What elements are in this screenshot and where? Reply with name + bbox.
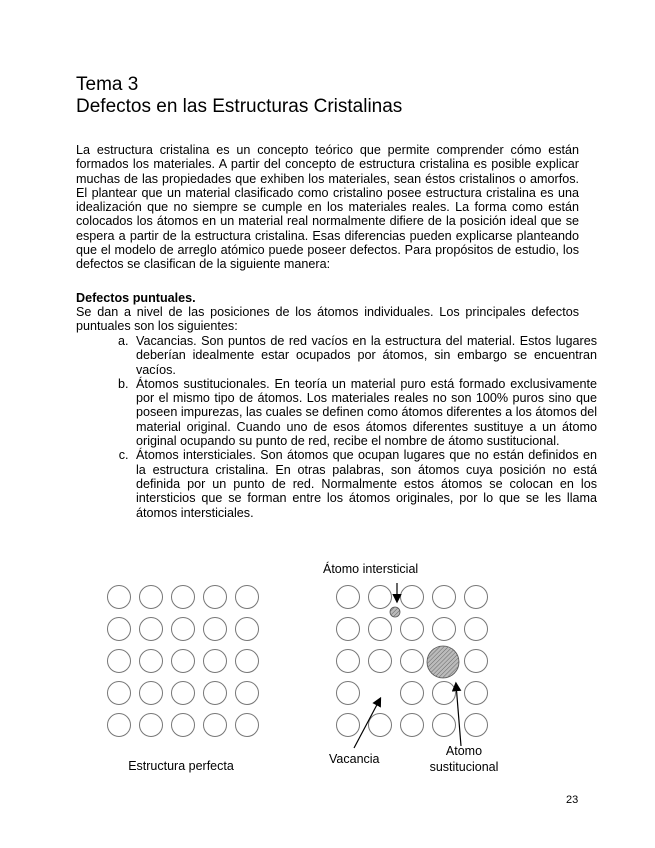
defect-lattice bbox=[337, 586, 488, 737]
vacancy-arrow bbox=[354, 699, 380, 748]
lattice-atom bbox=[465, 650, 488, 673]
list-item-intersticiales: c. Átomos intersticiales. Son átomos que ocupan lugares que no están definidos en la estructura cristalina. En otras palabras, son átomos cuya posición no está definida por un punto de red. Normalmente estos átomos se colocan en los intersticios que se forman entre los átomos originales, por lo que se les llama átomos intersticiales. bbox=[132, 448, 597, 519]
lattice-atom bbox=[337, 714, 360, 737]
lattice-atom bbox=[236, 618, 259, 641]
list-item-sustitucionales: b. Átomos sustitucionales. En teoría un material puro está formado exclusivamente por el mismo tipo de átomos. Los materiales reales no son 100% puros sino que poseen impurezas, las cuales se definen como átomos diferentes a los átomos del material original. Cuando uno de esos átomos diferentes sustituye a un átomo original ocupando su punto de red, recibe el nombre de átomo sustitucional. bbox=[132, 377, 597, 448]
lattice-atom bbox=[465, 714, 488, 737]
lattice-atom bbox=[465, 586, 488, 609]
interstitial-atom bbox=[390, 607, 400, 617]
lattice-atom bbox=[337, 650, 360, 673]
intro-paragraph: La estructura cristalina es un concepto teórico que permite comprender cómo están formados los materiales. A partir del concepto de estructura cristalina es posible explicar muchas de las propiedades que exhiben los materiales, sean éstos cristalinos o amorfos. El plantear que un material clasificado como cristalino posee estructura cristalina es una idealización que no siempre se cumple en los materiales reales. La forma como están colocados los átomos en un material real normalmente difiere de la posición ideal que se espera a partir de la estructura cristalina. Esas diferencias pueden explicarse planteando que el modelo de arreglo atómico puede poseer defectos. Para propósitos de estudio, los defectos se clasifican de la siguiente manera: bbox=[76, 143, 579, 272]
lattice-atom bbox=[172, 714, 195, 737]
lattice-atom bbox=[236, 586, 259, 609]
lattice-atom bbox=[236, 714, 259, 737]
lattice-atom bbox=[172, 586, 195, 609]
lattice-atom bbox=[140, 650, 163, 673]
section-intro: Se dan a nivel de las posiciones de los átomos individuales. Los principales defectos puntuales son los siguientes: bbox=[76, 305, 579, 334]
label-vacancy: Vacancia bbox=[329, 752, 380, 766]
section-heading: Defectos puntuales. bbox=[76, 291, 196, 305]
label-substitutional-2: sustitucional bbox=[429, 760, 499, 774]
lattice-atom bbox=[465, 618, 488, 641]
lattice-atom bbox=[433, 682, 456, 705]
caption-perfect-structure: Estructura perfecta bbox=[128, 759, 234, 773]
lattice-atom bbox=[337, 618, 360, 641]
lattice-atom bbox=[108, 682, 131, 705]
lattice-atom bbox=[433, 714, 456, 737]
lattice-atom bbox=[108, 618, 131, 641]
lattice-atom bbox=[401, 650, 424, 673]
chapter-name: Defectos en las Estructuras Cristalinas bbox=[76, 96, 403, 117]
lattice-atom bbox=[108, 714, 131, 737]
lattice-atom bbox=[172, 618, 195, 641]
chapter-number: Tema 3 bbox=[76, 74, 139, 95]
lattice-atom bbox=[108, 586, 131, 609]
lattice-atom bbox=[369, 618, 392, 641]
lattice-atom bbox=[108, 650, 131, 673]
lattice-atom bbox=[401, 682, 424, 705]
lattice-atom bbox=[401, 714, 424, 737]
list-item-vacancias: a. Vacancias. Son puntos de red vacíos en la estructura del material. Estos lugares deberían idealmente estar ocupados por átomos, sin embargo se encuentran vacíos. bbox=[132, 334, 597, 377]
lattice-atom bbox=[172, 682, 195, 705]
lattice-atom bbox=[140, 618, 163, 641]
lattice-atom bbox=[204, 650, 227, 673]
lattice-atom bbox=[236, 650, 259, 673]
lattice-atom bbox=[401, 586, 424, 609]
lattice-atom bbox=[465, 682, 488, 705]
perfect-lattice bbox=[108, 586, 259, 737]
lattice-atom bbox=[369, 714, 392, 737]
lattice-atom bbox=[337, 586, 360, 609]
label-substitutional-1: Atomo bbox=[445, 744, 483, 758]
lattice-atom bbox=[140, 586, 163, 609]
lattice-atom bbox=[401, 618, 424, 641]
substitutional-arrow bbox=[456, 684, 461, 746]
lattice-atom bbox=[369, 586, 392, 609]
lattice-atom bbox=[204, 682, 227, 705]
lattice-atom bbox=[433, 586, 456, 609]
lattice-atom bbox=[204, 714, 227, 737]
lattice-atom bbox=[140, 714, 163, 737]
lattice-atom bbox=[433, 618, 456, 641]
lattice-atom bbox=[172, 650, 195, 673]
lattice-atom bbox=[337, 682, 360, 705]
lattice-atom bbox=[140, 682, 163, 705]
lattice-atom bbox=[204, 586, 227, 609]
lattice-atom bbox=[236, 682, 259, 705]
lattice-atom bbox=[204, 618, 227, 641]
lattice-atom bbox=[369, 650, 392, 673]
substitutional-atom bbox=[427, 646, 459, 678]
label-interstitial: Átomo intersticial bbox=[323, 562, 419, 576]
page-number: 23 bbox=[566, 794, 579, 806]
